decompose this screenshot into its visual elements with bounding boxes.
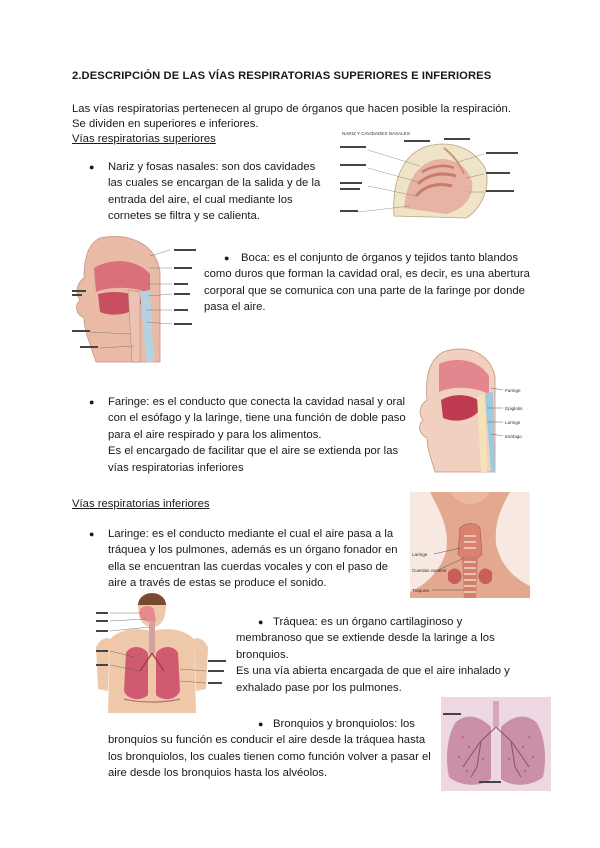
nariz-line: las cuales se encargan de la salida y de la: [108, 177, 321, 190]
nasal-cavity-figure: [334, 126, 526, 230]
traquea-line: exhalado pase por los pulmones.: [236, 681, 402, 694]
bullet: ●: [89, 397, 95, 407]
nasal-figure-title: NARIZ Y CAVIDADES NASALES: [342, 131, 410, 136]
boca-line: Boca: es el conjunto de órganos y tejidos tanto blandos: [241, 252, 518, 264]
bronquios-line: los bronquiolos, los cuales tienen como función volver a pasar el: [108, 750, 431, 763]
fig-label-cuerdas: Cuerdas vocales: [412, 568, 447, 573]
intro-line-2: Se dividen en superiores e inferiores.: [72, 118, 259, 130]
traquea-line: Es una vía abierta encargada de que el aire inhalado y: [236, 665, 510, 678]
bronquios-line: Bronquios y bronquiolos: los: [273, 718, 415, 730]
boca-line: corporal que se comunica con una parte de la faringe por donde: [204, 284, 525, 297]
lungs-bronchi-figure: [441, 697, 551, 791]
bullet: ●: [224, 253, 230, 263]
bullet: ●: [258, 719, 264, 729]
traquea-paragraph: [236, 614, 510, 696]
fig-label-laringe-neck: Laringe: [412, 552, 428, 557]
bronquios-line: bronquios su función es conducir el aire desde la tráquea hasta: [108, 734, 426, 747]
nariz-line: entrada del aire, el cual mediante los: [108, 193, 293, 206]
traquea-line: membranoso que se extiende desde la laringe a los: [236, 632, 495, 645]
faringe-line: vías respiratorias inferiores: [108, 461, 244, 474]
faringe-line: Es el encargado de facilitar que el aire se extienda por las: [108, 445, 399, 458]
traquea-line: bronquios.: [236, 648, 289, 661]
bullet: ●: [89, 162, 95, 172]
nariz-paragraph: [108, 159, 320, 225]
bullet: ●: [258, 617, 264, 627]
laringe-line: tráquea y los pulmones, además es un órgano fonador en: [108, 544, 398, 557]
faringe-line: con el esófago y la laringe, tiene una función de doble paso: [108, 412, 406, 425]
fig-label-epiglotis: Epiglotis: [505, 406, 523, 411]
faringe-line: Faringe: es el conducto que conecta la cavidad nasal y oral: [108, 396, 406, 408]
fig-label-traquea: Tráquea: [412, 588, 429, 593]
nariz-line: Nariz y fosas nasales: son dos cavidades: [108, 161, 316, 173]
traquea-line: Tráquea: es un órgano cartilaginoso y: [273, 616, 463, 628]
pharynx-figure: [413, 346, 531, 474]
intro-line-1: Las vías respiratorias pertenecen al grupo de órganos que hacen posible la respiración.: [72, 103, 511, 115]
faringe-line: para el aire respirado y para los alimentos.: [108, 428, 322, 441]
fig-label-esofago: Esófago: [505, 434, 522, 439]
nariz-line: cornetes se filtra y se calienta.: [108, 210, 260, 223]
faringe-paragraph: [108, 394, 406, 476]
section-upper-heading: Vías respiratorias superiores: [72, 133, 216, 145]
laringe-line: Laringe: es el conducto mediante el cual el aire pasa a la: [108, 528, 394, 540]
boca-line: pasa el aire.: [204, 301, 266, 314]
boca-line: como duros que forman la cavidad oral, es decir, es una abertura: [204, 268, 530, 281]
document-title: 2.DESCRIPCIÓN DE LAS VÍAS RESPIRATORIAS SUPERIORES E INFERIORES: [72, 70, 492, 82]
section-lower-heading: Vías respiratorias inferiores: [72, 498, 210, 510]
oral-cavity-figure: [70, 234, 198, 364]
laringe-line: aire a través de estas se produce el sonido.: [108, 577, 327, 590]
boca-paragraph: [204, 250, 530, 316]
bronquios-paragraph: [108, 716, 431, 782]
laringe-line: ella se encuentran las cuerdas vocales y con el paso de: [108, 560, 389, 573]
bullet: ●: [89, 529, 95, 539]
bronquios-line: aire desde los bronquios hasta los alvéolos.: [108, 767, 328, 780]
fig-label-faringe: Faringe: [505, 388, 521, 393]
respiratory-body-figure: [94, 591, 228, 713]
laringe-paragraph: [108, 526, 398, 592]
fig-label-laringe: Laringe: [505, 420, 521, 425]
larynx-neck-figure: [410, 492, 530, 598]
